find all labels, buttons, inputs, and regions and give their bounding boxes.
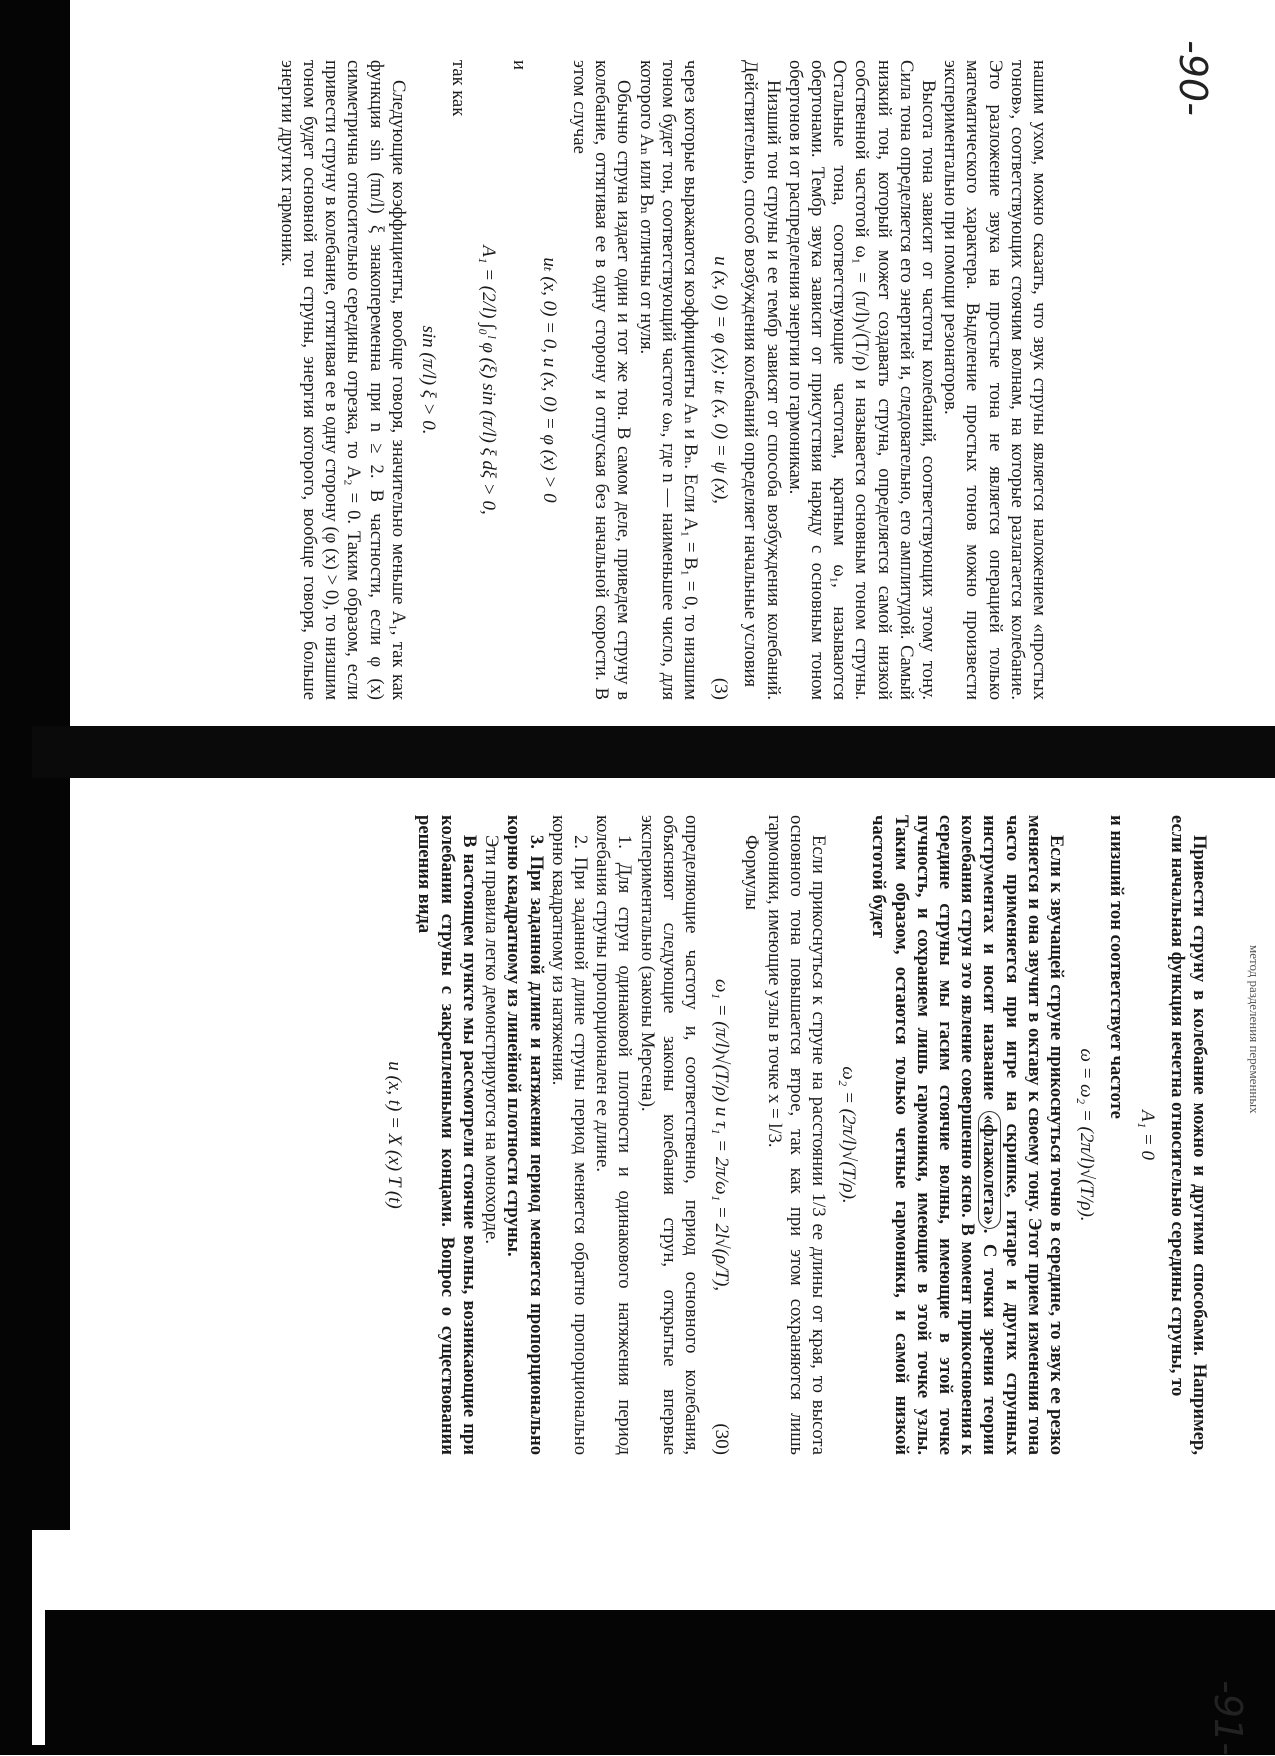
equation-initial-conditions: uₜ (x, 0) = 0, u (x, 0) = φ (x) > 0 (538, 257, 560, 503)
text-run: Если к звучащей струне прикоснуться точно в середине, то звук ее резко меняется и она звучит в октаву к своему тону. Этот прием изменения тона часто применяется при игре на скрипке, гитаре и других струнных инструментах и носит название (979, 815, 1067, 1455)
equation-text: u (x, 0) = φ (x); uₜ (x, 0) = ψ (x), (710, 256, 732, 504)
equation-omega: ω = ω₂ = (2π/l)√(T/ρ). (1076, 1048, 1098, 1222)
scan-border-top-left (0, 0, 32, 1755)
law-2: 2. При заданной длине струны период меняется обратно пропорционально корню квадратному из натяжения. (547, 815, 591, 1455)
circled-word: «флажолета» (978, 1111, 1001, 1229)
paragraph: нашим ухом, можно сказать, что звук струны является наложением «простых тонов», соответствующих стоячим волнам, на которые разлагается колебание. Это разложение звука на простые тона не является операцией только математического характера. Выделение простых тонов можно произвести экспериментально при помощи резонаторов. (940, 60, 1050, 700)
paragraph: Обычно струна издает один и тот же тон. В самом деле, приведем струну в колебание, оттягивая ее в одну сторону и отпуская без начальной скорости. В этом случае (568, 60, 635, 700)
text-run: . С точки зрения теории колебания струн это явление совершенно ясно. В момент прикосновения к середине струны мы гасим стоячие волны, имеющие в этой точке пучность, и сохраняем лишь гармоники, имеющие в этой точке узлы. Таким образом, остаются только четные гармоники, и самой низкой частотой будет (868, 815, 1001, 1455)
equation-30 (710, 815, 732, 1455)
equation-3 (709, 60, 731, 700)
running-header: метод разделения переменных (1247, 945, 1262, 1114)
page-number-left: -90- (1171, 40, 1215, 116)
law-3: 3. При заданной длине и натяжении период меняется пропорционально корню квадратному из линейной плотности струны. (503, 815, 547, 1455)
paragraph: определяющие частоту и, соответственно, период основного колебания, объясняют следующие законы колебания струн, открытые впервые экспериментально (законы Мерсена). (636, 815, 702, 1455)
equation-number: (3) (710, 677, 732, 700)
paragraph: Формулы (741, 835, 763, 911)
word-since: так как (448, 60, 470, 117)
paragraph: Привести струну в колебание можно и другими способами. Например, если начальная функция нечетна относительно середины струны, то (1166, 815, 1210, 1455)
equation-number: (30) (711, 1423, 733, 1455)
page-gutter-shadow (0, 726, 1275, 778)
equation-A1: A₁ = (2/l) ∫₀ˡ φ (ξ) sin (π/l) ξ dξ > 0, (478, 245, 500, 515)
paragraph: Низший тон струны и ее тембр зависят от способа возбуждения колебаний. Действительно, способ возбуждения колебаний определяет начальные условия (740, 60, 784, 700)
right-page-text (375, 815, 1210, 1455)
paragraph: через которые выражаются коэффициенты Aₙ и Bₙ. Если A₁ = B₁ = 0, то низшим тоном будет тон, соответствующий частоте ωₙ, где n — наименьшее число, для которого Aₙ или Bₙ отличны от нуля. (635, 60, 701, 700)
equation-A1-zero: A₁ = 0 (1136, 1109, 1158, 1161)
equation-sin: sin (π/l) ξ > 0. (417, 325, 439, 435)
word-and: и (508, 60, 530, 70)
scan-border-bottom-left (45, 1610, 1275, 1755)
scan-border-bottom (0, 1745, 1275, 1755)
paragraph: и низший тон соответствует частоте (1106, 815, 1128, 1119)
paragraph: Следующие коэффициенты, вообще говоря, значительно меньше A₁, так как функция sin (πn/l) ξ знакопеременна при n ≥ 2. В частности, если φ (x) симметрична относительно середины отрезка, то A₂ = 0. Таким образом, если привести струну в колебание, оттягивая ее в одну сторону (φ (x) > 0), то низшим тоном будет основной тон струны, энергия которого, вообще говоря, больше энергии других гармоник. (276, 60, 409, 700)
equation-omega2: ω₂ = (2π/l)√(T/ρ). (838, 1066, 860, 1204)
paragraph: В настоящем пункте мы рассмотрели стоячие волны, возникающие при колебании струны с закрепленными концами. Вопрос о существовании решения вида (414, 815, 480, 1455)
equation-text: ω₁ = (π/l)√(T/ρ) и τ₁ = 2π/ω₁ = 2l√(ρ/T), (711, 978, 733, 1292)
equation-separation: u (x, t) = X (x) T (t) (384, 1061, 406, 1209)
law-1: 1. Для струн одинаковой плотности и одинакового натяжения период колебания струны пропорционален ее длине. (592, 815, 636, 1455)
page-number-right: -91- (1206, 1680, 1250, 1756)
left-page-text (276, 60, 1051, 700)
paragraph: Если прикоснуться к струне на расстоянии 1/3 ее длины от края, то высота основного тона повышается втрое, так как при этом сохраняются лишь гармоники, имеющие узлы в точке x = l/3. (763, 815, 829, 1455)
paragraph: Высота тона зависит от частоты колебаний, соответствующих этому тону. Сила тона определяется его энергией и, следовательно, его амплитудой. Самый низкий тон, который может создавать струна, определяется самой низкой собственной частотой ω₁ = (π/l)√(T/ρ) и называется основным тоном струны. Остальные тона, соответствующие частотам, кратным ω₁, называются обертонами. Тембр звука зависит от присутствия наряду с основным тоном обертонов и от распределения энергии по гармоникам. (784, 60, 939, 700)
paragraph-flageolet (867, 815, 1067, 1455)
paragraph: Эти правила легко демонстрируются на монохорде. (481, 835, 503, 1244)
